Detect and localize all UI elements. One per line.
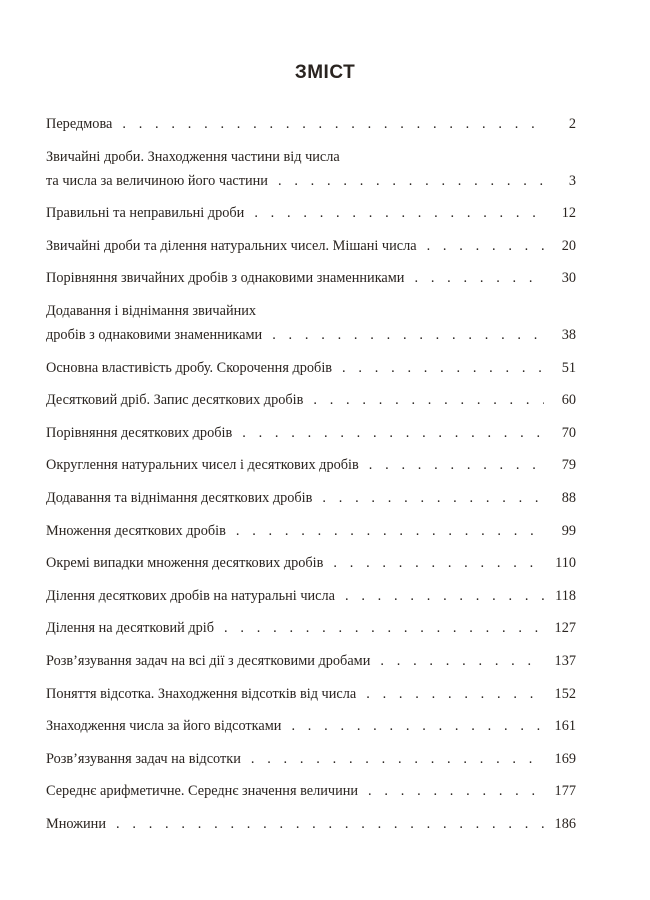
toc-entry <box>46 145 576 193</box>
toc-entry-line <box>46 779 576 803</box>
dot-leader <box>333 551 544 575</box>
dot-leader <box>313 388 544 412</box>
toc-entry-page-number: 186 <box>554 815 576 832</box>
toc-entry <box>46 616 576 640</box>
toc-entry-line <box>46 714 576 738</box>
toc-entry-title: Основна властивість дробу. Скорочення дробів <box>46 359 333 376</box>
toc-entry-page-number: 3 <box>568 172 576 189</box>
toc-entry-title: Додавання та віднімання десяткових дробів <box>46 489 313 506</box>
dot-leader <box>345 584 544 608</box>
toc-entry-page-number: 70 <box>561 424 576 441</box>
toc-entry-title: Ділення десяткових дробів на натуральні числа <box>46 587 335 604</box>
page-title: ЗМІСТ <box>294 62 356 83</box>
dot-leader <box>380 649 544 673</box>
dot-leader <box>369 453 544 477</box>
dot-leader <box>322 486 544 510</box>
toc-entry-page-number: 177 <box>554 783 576 800</box>
toc-entry-title: Розв’язування задач на всі дії з десятковими дробами <box>46 652 371 669</box>
toc-entry-title: Середнє арифметичне. Середнє значення величини <box>46 783 359 800</box>
toc-entry-page-number: 110 <box>555 555 576 572</box>
dot-leader <box>366 682 544 706</box>
toc-entry-line <box>46 323 576 347</box>
toc-entry-page-number: 20 <box>561 237 576 254</box>
toc-entry-line <box>46 234 576 258</box>
toc-entry-title: Правильні та неправильні дроби <box>46 205 245 222</box>
toc-entry <box>46 779 576 803</box>
toc-entry <box>46 584 576 608</box>
toc-entry-page-number: 118 <box>555 587 576 604</box>
toc-entry-page-number: 60 <box>561 392 576 409</box>
toc-entry-line <box>46 356 576 380</box>
toc-entry-title: Ділення на десятковий дріб <box>46 620 215 637</box>
dot-leader <box>236 519 544 543</box>
toc-entry-title: Порівняння десяткових дробів <box>46 424 233 441</box>
toc-entry-line <box>46 453 576 477</box>
toc-entry <box>46 234 576 258</box>
toc-entry-page-number: 2 <box>568 116 576 132</box>
toc-entry-page-number: 161 <box>554 718 576 735</box>
toc-entry-line <box>46 551 576 575</box>
toc-entry-line <box>46 169 576 193</box>
toc-entry-title: Порівняння звичайних дробів з однаковими знаменниками <box>46 270 405 287</box>
toc-entry <box>46 356 576 380</box>
toc-entry-page-number: 169 <box>554 750 576 767</box>
toc-entry-line <box>46 388 576 412</box>
toc-entry-title: дробів з однаковими знаменниками <box>46 326 263 343</box>
toc-entry-page-number: 12 <box>561 205 576 222</box>
toc-entry-title: Множення десяткових дробів <box>46 522 226 539</box>
toc-entry-title: Розв’язування задач на відсотки <box>46 750 241 767</box>
toc-entry <box>46 486 576 510</box>
dot-leader <box>427 234 544 258</box>
dot-leader <box>278 169 544 193</box>
toc-entry-line <box>46 266 576 290</box>
toc-entry <box>46 812 576 836</box>
toc-entry-line <box>46 747 576 771</box>
toc-entry <box>46 266 576 290</box>
dot-leader <box>291 714 544 738</box>
toc-entry <box>46 519 576 543</box>
dot-leader <box>122 112 544 136</box>
toc-entry-line <box>46 616 576 640</box>
toc-entry-page-number: 38 <box>561 326 576 343</box>
toc-entry-line <box>46 486 576 510</box>
dot-leader <box>272 323 544 347</box>
dot-leader <box>224 616 544 640</box>
toc-entry <box>46 551 576 575</box>
toc-entry-line <box>46 682 576 706</box>
toc-entry-title: Звичайні дроби та ділення натуральних чисел. Мішані числа <box>46 237 417 254</box>
toc-entry <box>46 299 576 347</box>
toc-entry-title-line: Звичайні дроби. Знаходження частини від числа <box>46 148 340 165</box>
toc-entry-title: Поняття відсотка. Знаходження відсотків від числа <box>46 685 357 702</box>
toc-entry-title: та числа за величиною його частини <box>46 172 268 189</box>
toc-entry-line <box>46 112 576 136</box>
toc-entry-title: Округлення натуральних чисел і десяткових дробів <box>46 457 359 474</box>
toc-entry-line <box>46 584 576 608</box>
table-of-contents <box>46 112 576 844</box>
toc-entry <box>46 112 576 136</box>
toc-entry <box>46 649 576 673</box>
toc-entry <box>46 388 576 412</box>
toc-entry-page-number: 51 <box>561 359 576 376</box>
dot-leader <box>368 779 544 803</box>
toc-entry-page-number: 127 <box>554 620 576 637</box>
toc-entry-title: Передмова <box>46 116 113 132</box>
toc-entry-page-number: 152 <box>554 685 576 702</box>
dot-leader <box>251 747 544 771</box>
dot-leader <box>254 201 544 225</box>
toc-entry-page-number: 99 <box>561 522 576 539</box>
toc-entry <box>46 421 576 445</box>
toc-entry-page-number: 30 <box>561 270 576 287</box>
toc-entry-page-number: 137 <box>554 652 576 669</box>
toc-entry-line <box>46 812 576 836</box>
toc-entry <box>46 682 576 706</box>
toc-entry-title-line: Додавання і віднімання звичайних <box>46 302 257 319</box>
toc-entry-title: Знаходження числа за його відсотками <box>46 718 282 735</box>
dot-leader <box>242 421 544 445</box>
toc-entry-page-number: 79 <box>561 457 576 474</box>
dot-leader <box>116 812 544 836</box>
toc-entry-line <box>46 649 576 673</box>
toc-entry-line <box>46 421 576 445</box>
toc-entry <box>46 747 576 771</box>
toc-entry-title: Десятковий дріб. Запис десяткових дробів <box>46 392 304 409</box>
dot-leader <box>342 356 544 380</box>
toc-entry-line <box>46 201 576 225</box>
dot-leader <box>414 266 544 290</box>
toc-entry-title: Множини <box>46 815 106 832</box>
toc-entry <box>46 453 576 477</box>
toc-entry-title: Окремі випадки множення десяткових дробів <box>46 555 324 572</box>
toc-entry <box>46 714 576 738</box>
toc-entry-line <box>46 519 576 543</box>
toc-entry <box>46 201 576 225</box>
toc-entry-page-number: 88 <box>561 489 576 506</box>
